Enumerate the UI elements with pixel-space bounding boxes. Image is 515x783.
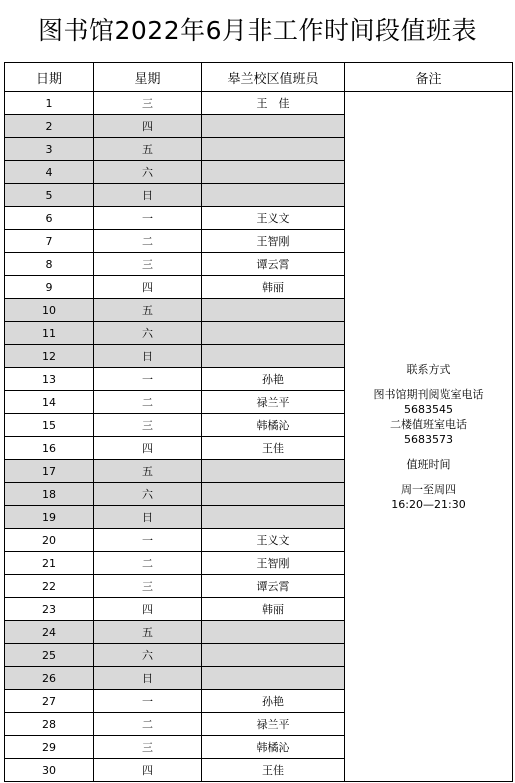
- cell-staff: [202, 161, 345, 184]
- cell-staff: 谭云霄: [202, 575, 345, 598]
- cell-weekday: 五: [94, 138, 202, 161]
- cell-weekday: 二: [94, 713, 202, 736]
- cell-staff: 王义文: [202, 207, 345, 230]
- cell-weekday: 一: [94, 529, 202, 552]
- cell-date: 24: [5, 621, 94, 644]
- cell-date: 5: [5, 184, 94, 207]
- header-weekday: 星期: [94, 63, 202, 92]
- cell-weekday: 三: [94, 92, 202, 115]
- cell-staff: 孙艳: [202, 368, 345, 391]
- spacer: [345, 472, 512, 482]
- cell-weekday: 三: [94, 575, 202, 598]
- cell-date: 23: [5, 598, 94, 621]
- duty-room-phone: 5683573: [404, 432, 453, 446]
- cell-staff: 孙艳: [202, 690, 345, 713]
- page-title: 图书馆2022年6月非工作时间段值班表: [37, 16, 478, 45]
- cell-weekday: 三: [94, 736, 202, 759]
- duty-hours: 16:20—21:30: [391, 497, 466, 511]
- duty-roster-table: [4, 62, 513, 782]
- cell-date: 14: [5, 391, 94, 414]
- cell-date: 10: [5, 299, 94, 322]
- cell-weekday: 日: [94, 506, 202, 529]
- table-row: [5, 92, 513, 115]
- cell-date: 9: [5, 276, 94, 299]
- duty-time-heading: 值班时间: [406, 457, 451, 471]
- cell-weekday: 三: [94, 253, 202, 276]
- header-staff: 皋兰校区值班员: [202, 63, 345, 92]
- cell-staff: [202, 483, 345, 506]
- cell-weekday: 四: [94, 437, 202, 460]
- duty-room-label: 二楼值班室电话: [390, 417, 467, 431]
- cell-weekday: 日: [94, 345, 202, 368]
- periodical-room-label: 图书馆期刊阅览室电话: [373, 387, 484, 401]
- cell-weekday: 六: [94, 483, 202, 506]
- cell-staff: 王 佳: [202, 92, 345, 115]
- header-date: 日期: [5, 63, 94, 92]
- cell-staff: 王智刚: [202, 230, 345, 253]
- cell-date: 19: [5, 506, 94, 529]
- cell-date: 18: [5, 483, 94, 506]
- cell-date: 29: [5, 736, 94, 759]
- cell-staff: [202, 322, 345, 345]
- cell-staff: 禄兰平: [202, 713, 345, 736]
- roster-body: [5, 92, 513, 782]
- cell-staff: [202, 299, 345, 322]
- cell-weekday: 二: [94, 552, 202, 575]
- cell-weekday: 六: [94, 644, 202, 667]
- cell-weekday: 五: [94, 299, 202, 322]
- cell-weekday: 四: [94, 115, 202, 138]
- cell-date: 8: [5, 253, 94, 276]
- cell-staff: 王佳: [202, 759, 345, 782]
- cell-date: 4: [5, 161, 94, 184]
- cell-staff: 韩丽: [202, 276, 345, 299]
- cell-date: 3: [5, 138, 94, 161]
- cell-staff: [202, 184, 345, 207]
- header-notes: 备注: [345, 63, 513, 92]
- duty-days: 周一至周四: [401, 482, 456, 496]
- spacer: [345, 377, 512, 387]
- cell-date: 2: [5, 115, 94, 138]
- cell-staff: [202, 115, 345, 138]
- cell-staff: [202, 138, 345, 161]
- cell-date: 7: [5, 230, 94, 253]
- cell-weekday: 五: [94, 460, 202, 483]
- cell-staff: 韩橘沁: [202, 414, 345, 437]
- cell-date: 11: [5, 322, 94, 345]
- cell-date: 15: [5, 414, 94, 437]
- cell-weekday: 四: [94, 598, 202, 621]
- cell-weekday: 四: [94, 759, 202, 782]
- spacer: [345, 447, 512, 457]
- cell-date: 30: [5, 759, 94, 782]
- cell-date: 25: [5, 644, 94, 667]
- notes-cell: [345, 92, 513, 782]
- cell-staff: [202, 345, 345, 368]
- cell-weekday: 一: [94, 207, 202, 230]
- cell-staff: 王佳: [202, 437, 345, 460]
- cell-staff: 禄兰平: [202, 391, 345, 414]
- cell-staff: [202, 506, 345, 529]
- cell-date: 21: [5, 552, 94, 575]
- cell-staff: 韩丽: [202, 598, 345, 621]
- cell-date: 1: [5, 92, 94, 115]
- cell-date: 26: [5, 667, 94, 690]
- cell-date: 22: [5, 575, 94, 598]
- cell-weekday: 一: [94, 368, 202, 391]
- cell-weekday: 一: [94, 690, 202, 713]
- cell-date: 20: [5, 529, 94, 552]
- cell-weekday: 五: [94, 621, 202, 644]
- cell-date: 6: [5, 207, 94, 230]
- cell-staff: 王义文: [202, 529, 345, 552]
- cell-weekday: 六: [94, 161, 202, 184]
- cell-staff: [202, 460, 345, 483]
- cell-date: 27: [5, 690, 94, 713]
- periodical-room-phone: 5683545: [404, 402, 453, 416]
- header-row: [5, 63, 513, 92]
- cell-date: 13: [5, 368, 94, 391]
- cell-weekday: 二: [94, 391, 202, 414]
- cell-weekday: 日: [94, 184, 202, 207]
- cell-staff: 王智刚: [202, 552, 345, 575]
- cell-staff: 谭云霄: [202, 253, 345, 276]
- cell-date: 16: [5, 437, 94, 460]
- cell-weekday: 三: [94, 414, 202, 437]
- cell-weekday: 四: [94, 276, 202, 299]
- cell-staff: [202, 644, 345, 667]
- cell-date: 12: [5, 345, 94, 368]
- cell-staff: 韩橘沁: [202, 736, 345, 759]
- cell-weekday: 日: [94, 667, 202, 690]
- contact-heading: 联系方式: [406, 362, 451, 376]
- cell-weekday: 六: [94, 322, 202, 345]
- cell-staff: [202, 621, 345, 644]
- cell-date: 17: [5, 460, 94, 483]
- cell-staff: [202, 667, 345, 690]
- cell-date: 28: [5, 713, 94, 736]
- cell-weekday: 二: [94, 230, 202, 253]
